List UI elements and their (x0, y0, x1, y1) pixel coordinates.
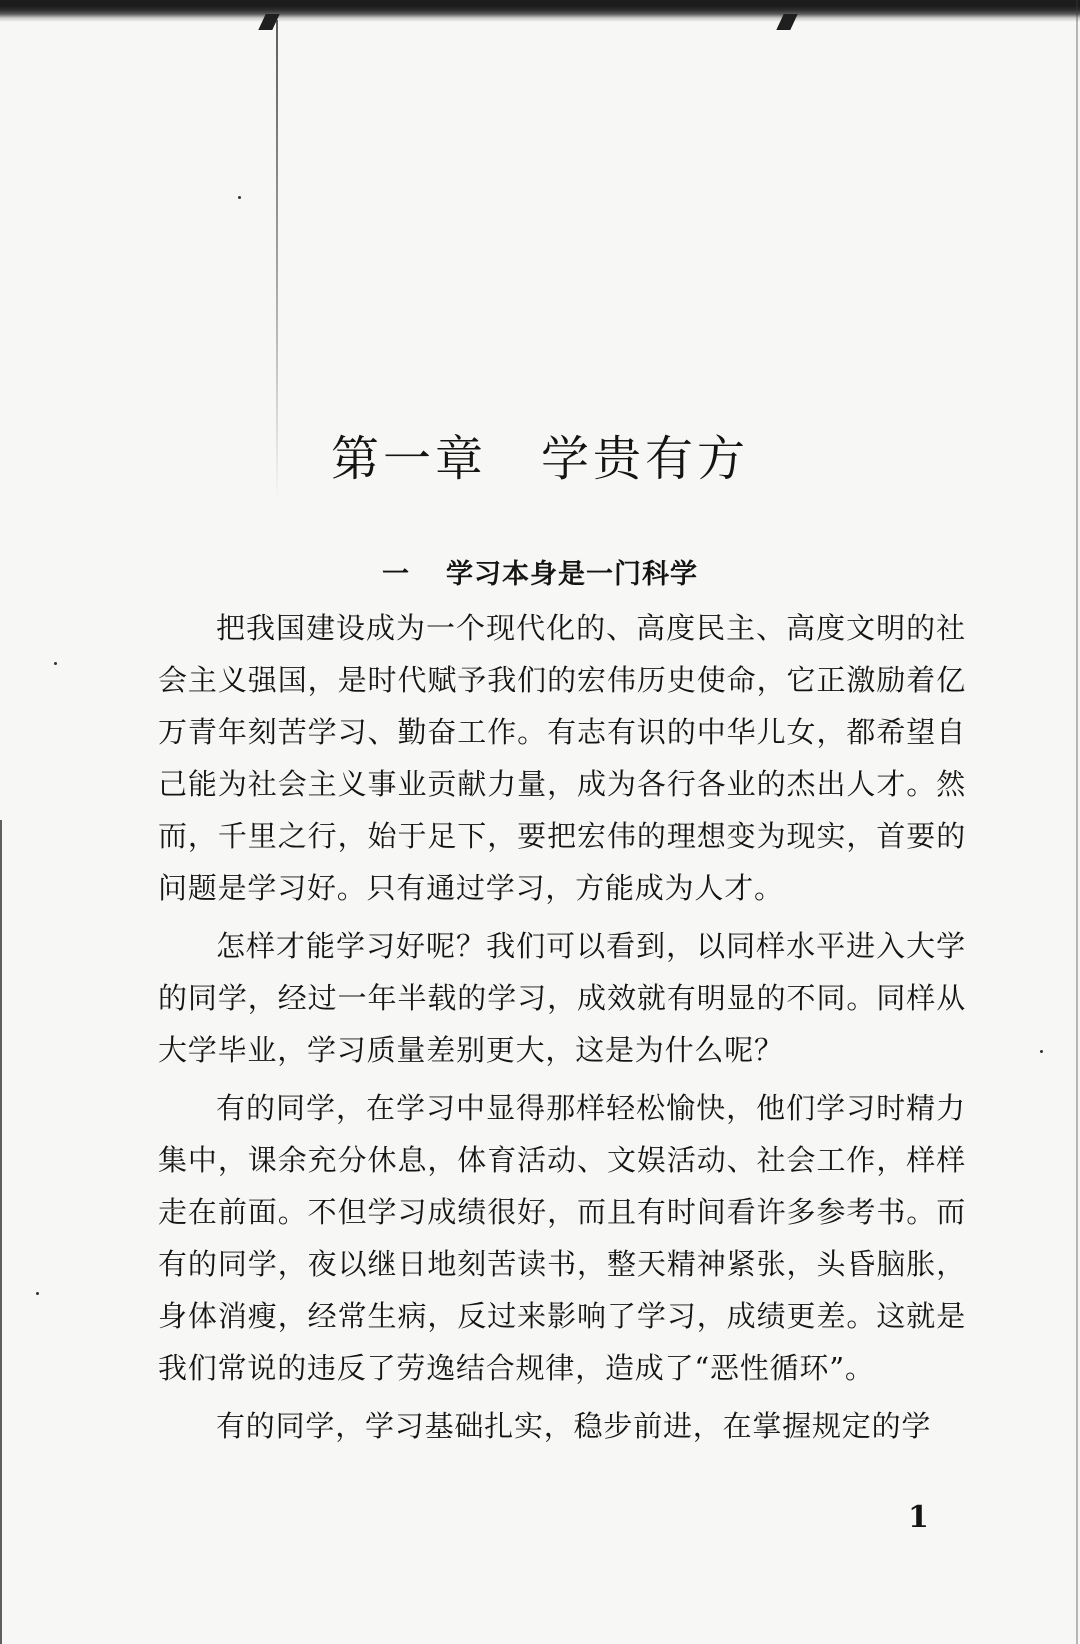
scan-left-edge (0, 820, 2, 1644)
chapter-number-label: 第一章 (330, 431, 487, 488)
body-text (158, 602, 966, 1458)
paragraph: 把我国建设成为一个现代化的、高度民主、高度文明的社会主义强国，是时代赋予我们的宏伟历史使命，它正激励着亿万青年刻苦学习、勤奋工作。有志有识的中华儿女，都希望自己能为社会主义事业贡献力量，成为各行各业的杰出人才。然而，千里之行，始于足下，要把宏伟的理想变为现实，首要的问题是学习好。只有通过学习，方能成为人才。 (158, 611, 966, 905)
scan-top-edge (0, 0, 1080, 22)
scan-speck (36, 1292, 39, 1295)
paragraph: 有的同学，在学习中显得那样轻松愉快，他们学习时精力集中，课余充分休息，体育活动、文娱活动、社会工作，样样走在前面。不但学习成绩很好，而且有时间看许多参考书。而有的同学，夜以继日地刻苦读书，整天精神紧张，头昏脑胀，身体消瘦，经常生病，反过来影响了学习，成绩更差。这就是我们常说的违反了劳逸结合规律，造成了“恶性循环”。 (158, 1091, 966, 1385)
chapter-title (0, 420, 1080, 489)
scan-speck (238, 196, 241, 199)
scan-speck (1040, 1050, 1043, 1053)
section-title (0, 552, 1080, 591)
page-number: 1 (908, 1500, 929, 1535)
section-title-text: 学习本身是一门科学 (446, 559, 698, 591)
section-number: 一 (382, 559, 410, 591)
paragraph: 怎样才能学习好呢？我们可以看到，以同样水平进入大学的同学，经过一年半载的学习，成效就有明显的不同。同样从大学毕业，学习质量差别更大，这是为什么呢？ (158, 929, 966, 1067)
scan-right-edge (1076, 0, 1078, 1644)
paragraph: 有的同学，学习基础扎实，稳步前进，在掌握规定的学 (216, 1409, 932, 1443)
chapter-title-text: 学贵有方 (541, 431, 750, 488)
scan-speck (54, 662, 57, 665)
